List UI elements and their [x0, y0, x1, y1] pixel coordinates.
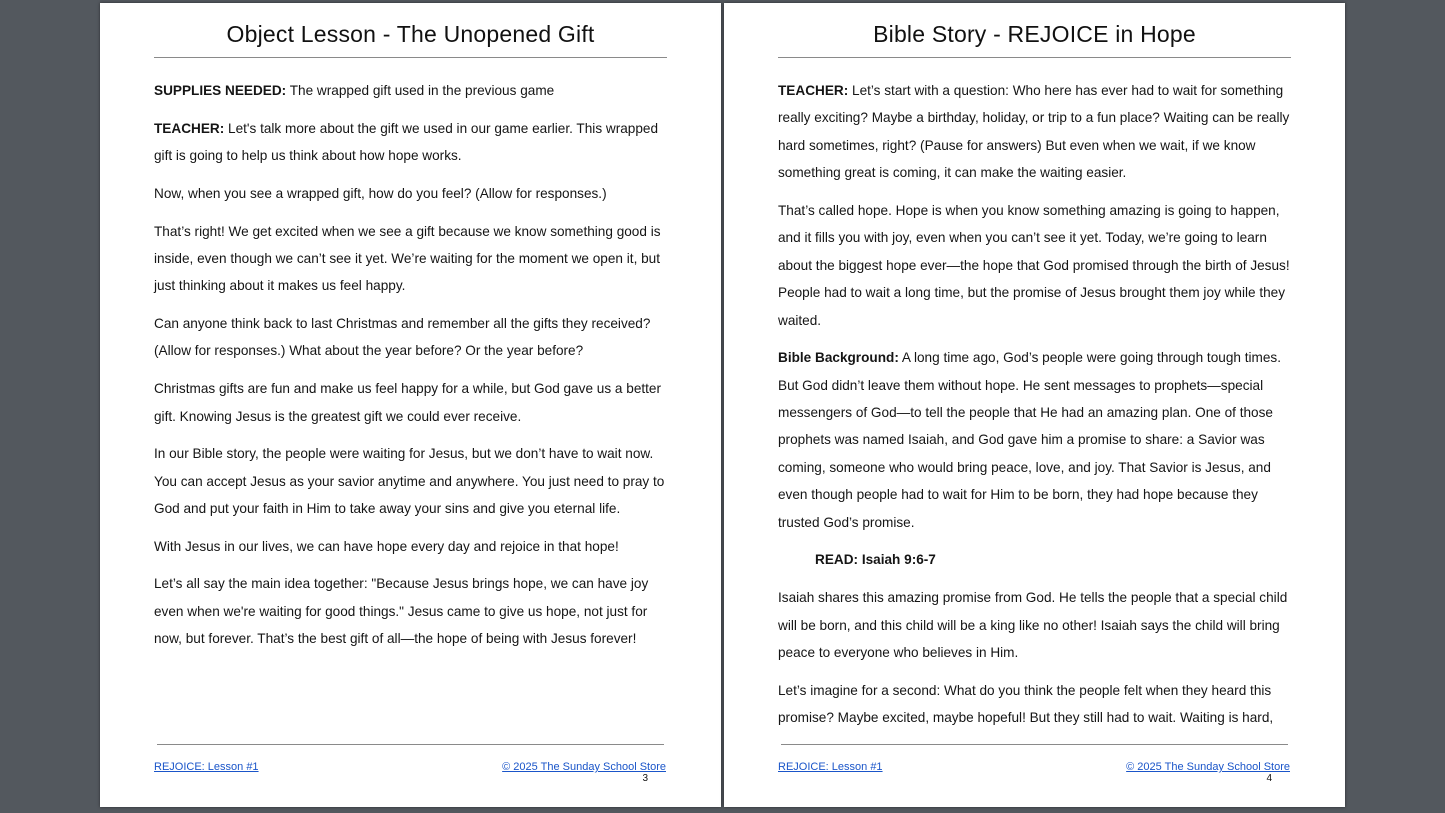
- page-title: Bible Story - REJOICE in Hope: [873, 21, 1196, 47]
- paragraph-text: Let’s start with a question: Who here has ever had to wait for something really exciting? Maybe a birthday, holiday, or trip to a fun place? Waiting can be really hard sometimes, right? (Pause for answers) But even when we wait, if we know something great is coming, it can make the waiting easier.: [778, 83, 1290, 181]
- paragraph: [154, 115, 669, 170]
- footer-divider: [157, 744, 664, 745]
- paragraph-text: Let's talk more about the gift we used in our game earlier. This wrapped gift is going to help us think about how hope works.: [154, 120, 659, 164]
- paragraph-text: That’s called hope. Hope is when you know something amazing is going to happen, and it fills you with joy, even when you can’t see it yet. Today, we’re going to learn about the biggest hope ever—the hope that God promised through the birth of Jesus! People had to wait a long time, but the promise of Jesus brought them joy while they waited.: [778, 202, 1290, 328]
- paragraph: [778, 677, 1293, 732]
- paragraph: [778, 197, 1293, 334]
- paragraph: [154, 180, 669, 207]
- paragraph-text: That’s right! We get excited when we see a gift because we know something good is inside, even though we can’t see it yet. We’re waiting for the moment we open it, but just thinking about it makes us feel happy.: [154, 223, 661, 294]
- footer-lesson-link[interactable]: REJOICE: Lesson #1: [778, 761, 883, 773]
- paragraph: [154, 77, 669, 104]
- paragraph-text: In our Bible story, the people were waiting for Jesus, but we don’t have to wait now. You can accept Jesus as your savior anytime and anywhere. You just need to pray to God and put your faith in Him to take away your sins and give you eternal life.: [154, 446, 665, 517]
- scripture-reference: READ: Isaiah 9:6-7: [815, 552, 936, 568]
- paragraph: [778, 344, 1293, 536]
- footer-copyright-link[interactable]: © 2025 The Sunday School Store: [1126, 761, 1290, 773]
- document-page-4: [724, 3, 1345, 807]
- paragraph: [154, 218, 669, 300]
- paragraph-lead: Bible Background:: [778, 350, 899, 366]
- paragraph-lead: TEACHER:: [778, 83, 849, 98]
- page-number: 4: [1266, 773, 1272, 784]
- footer-lesson-link[interactable]: REJOICE: Lesson #1: [154, 761, 259, 773]
- paragraph-lead: SUPPLIES NEEDED:: [154, 83, 287, 98]
- paragraph-text: Let’s imagine for a second: What do you think the people felt when they heard this promise? Maybe excited, maybe hopeful! But they still had to wait. Waiting is hard,: [778, 682, 1274, 726]
- paragraph: [154, 570, 669, 652]
- paragraph-lead: TEACHER:: [154, 120, 225, 136]
- page-title: Object Lesson - The Unopened Gift: [226, 21, 595, 47]
- paragraph: [778, 584, 1293, 666]
- paragraph: [778, 77, 1293, 187]
- page-number: 3: [642, 773, 648, 784]
- title-divider: [154, 57, 667, 58]
- title-divider: [778, 57, 1291, 58]
- paragraph-text: Christmas gifts are fun and make us feel happy for a while, but God gave us a better gift. Knowing Jesus is the greatest gift we could ever receive.: [154, 381, 662, 424]
- paragraph-text: A long time ago, God’s people were going through tough times. But God didn’t leave them without hope. He sent messages to prophets—special messengers of God—to tell the people that He had an amazing plan. One of those prophets was named Isaiah, and God gave him a promise to share: a Savior was coming, someone who would bring peace, love, and joy. That Savior is Jesus, and even though people had to wait for Him to be born, they had hope because they trusted God’s promise.: [778, 350, 1281, 530]
- footer-copyright-link[interactable]: © 2025 The Sunday School Store: [502, 761, 666, 773]
- page-body: [778, 77, 1293, 742]
- footer-divider: [781, 744, 1288, 745]
- paragraph-text: Can anyone think back to last Christmas and remember all the gifts they received? (Allow for responses.) What about the year before? Or the year before?: [154, 316, 651, 359]
- paragraph: [154, 533, 669, 560]
- paragraph-text: The wrapped gift used in the previous game: [286, 83, 555, 98]
- page-body: [154, 77, 669, 663]
- paragraph-text: Now, when you see a wrapped gift, how do you feel? (Allow for responses.): [154, 185, 607, 201]
- paragraph: [154, 440, 669, 522]
- paragraph: [154, 375, 669, 430]
- document-page-3: [100, 3, 721, 807]
- paragraph-text: Isaiah shares this amazing promise from God. He tells the people that a special child will be born, and this child will be a king like no other! Isaiah says the child will bring peace to everyone who believes in Him.: [778, 590, 1288, 660]
- paragraph: [154, 310, 669, 365]
- paragraph-text: Let’s all say the main idea together: "Because Jesus brings hope, we can have joy even when we're waiting for good things." Jesus came to give us hope, not just for now, but forever. That’s the best gift of all—the hope of being with Jesus forever!: [154, 576, 649, 647]
- paragraph-text: With Jesus in our lives, we can have hope every day and rejoice in that hope!: [154, 538, 619, 554]
